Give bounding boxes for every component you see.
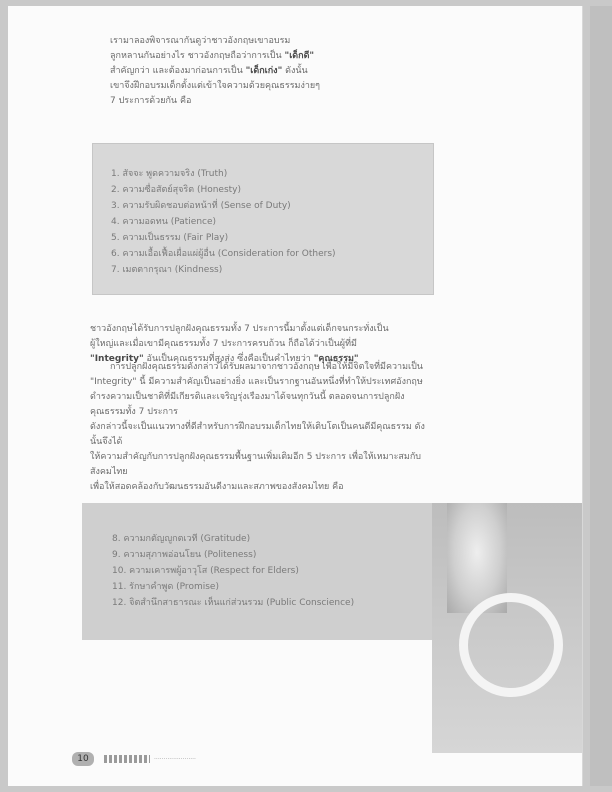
- para-text: อันเป็นคุณธรรมที่สูงส่ง ซึ่งคือเป็นคำไทยว่า: [143, 354, 314, 364]
- virtue-item: 11. รักษาคำพูด (Promise): [112, 582, 219, 592]
- virtue-item: 10. ความเคารพผู้อาวุโส (Respect for Elders): [112, 566, 299, 576]
- para-line: การปลูกฝังคุณธรรมดังกล่าวได้รับผลมาจากชาวอังกฤษ เพื่อให้มีจิตใจที่มีความเป็น: [110, 362, 423, 372]
- virtues-list-1: [111, 166, 336, 278]
- virtue-item: 8. ความกตัญญูกตเวที (Gratitude): [112, 534, 251, 544]
- smart-child-term: "เด็กเก่ง": [245, 66, 283, 76]
- decorative-circle: [459, 593, 563, 697]
- intro-line: [110, 64, 390, 79]
- para-line: ชาวอังกฤษได้รับการปลูกฝังคุณธรรมทั้ง 7 ประการนี้มาตั้งแต่เด็กจนกระทั่งเป็น: [90, 324, 389, 334]
- page-number: 10: [72, 752, 94, 766]
- virtue-item: 2. ความซื่อสัตย์สุจริต (Honesty): [111, 185, 242, 195]
- virtue-item: 5. ความเป็นธรรม (Fair Play): [111, 233, 229, 243]
- thai-virtues-paragraph: [90, 360, 430, 495]
- para-line: ดังกล่าวนี้จะเป็นแนวทางที่ดีสำหรับการฝึกอบรมเด็กไทยให้เติบโตเป็นคนดีมีคุณธรรม ดังนั้นจึงได้: [90, 422, 425, 447]
- footer-logo-icon: [104, 755, 150, 763]
- intro-text: ลูกหลานกันอย่างไร ชาวอังกฤษถือว่าการเป็น: [110, 51, 285, 61]
- para-line: เพื่อให้สอดคล้องกับวัฒนธรรมอันดีงามและสภาพของสังคมไทย คือ: [90, 482, 344, 492]
- intro-line: [110, 49, 390, 64]
- intro-text: สำคัญกว่า และต้องมาก่อนการเป็น: [110, 66, 246, 76]
- intro-line: เรามาลองพิจารณากันดูว่าชาวอังกฤษเขาอบรม: [110, 36, 291, 46]
- page-edge: [590, 6, 612, 786]
- virtue-item: 12. จิตสำนึกสาธารณะ เห็นแก่ส่วนรวม (Public Conscience): [112, 598, 355, 608]
- footer-label: ......................: [154, 754, 196, 761]
- intro-text: ดังนั้น: [282, 66, 308, 76]
- para-line: ดำรงความเป็นชาติที่มีเกียรติและเจริญรุ่งเรืองมาได้จนทุกวันนี้ ตลอดจนการปลูกฝังคุณธรรมทั้ง 7 ประการ: [90, 392, 405, 417]
- virtue-item: 1. สัจจะ พูดความจริง (Truth): [111, 169, 228, 179]
- intro-paragraph: [110, 34, 390, 109]
- good-child-term: "เด็กดี": [284, 51, 315, 61]
- integrity-term: "Integrity": [90, 354, 144, 364]
- para-line: ผู้ใหญ่และเมื่อเขามีคุณธรรมทั้ง 7 ประการครบถ้วน ก็ถือได้ว่าเป็นผู้ที่มี: [90, 339, 357, 349]
- para-line: ให้ความสำคัญกับการปลูกฝังคุณธรรมพื้นฐานเพิ่มเติมอีก 5 ประการ เพื่อให้เหมาะสมกับสังคมไทย: [90, 452, 422, 477]
- intro-line: 7 ประการด้วยกัน คือ: [110, 96, 192, 106]
- para-line: "Integrity" นี้ มีความสำคัญเป็นอย่างยิ่ง และเป็นรากฐานอันหนึ่งที่ทำให้ประเทศอังกฤษ: [90, 377, 423, 387]
- intro-line: เขาจึงฝึกอบรมเด็กตั้งแต่เข้าใจความด้วยคุณธรรมง่ายๆ: [110, 81, 321, 91]
- virtue-term: "คุณธรรม": [313, 354, 359, 364]
- virtue-item: 7. เมตตากรุณา (Kindness): [111, 265, 223, 275]
- virtue-item: 9. ความสุภาพอ่อนโยน (Politeness): [112, 550, 257, 560]
- virtue-item: 6. ความเอื้อเฟื้อเผื่อแผ่ผู้อื่น (Consideration for Others): [111, 249, 336, 259]
- virtue-item: 3. ความรับผิดชอบต่อหน้าที่ (Sense of Duty): [111, 201, 291, 211]
- virtues-list-2: [112, 531, 354, 611]
- virtue-item: 4. ความอดทน (Patience): [111, 217, 217, 227]
- virtues-box-1: [92, 143, 434, 295]
